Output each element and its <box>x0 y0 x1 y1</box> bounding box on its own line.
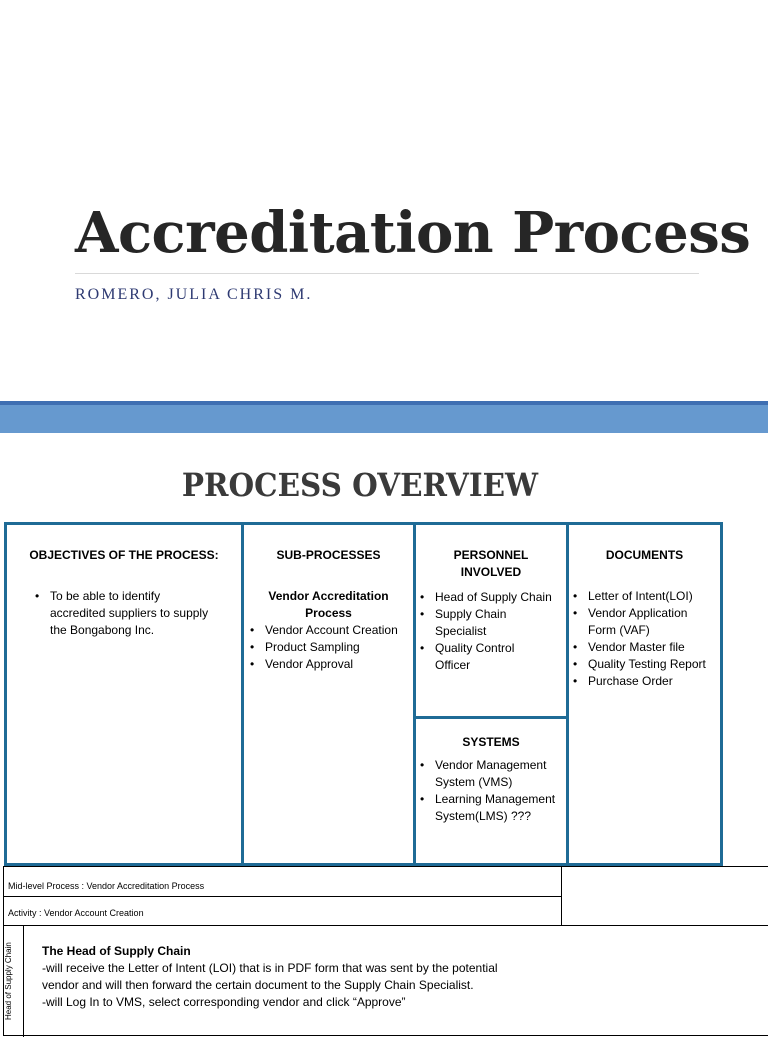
role-title: The Head of Supply Chain <box>42 944 191 958</box>
row-divider <box>4 896 561 897</box>
list-item: • To be able to identify accredited suppliers to supply the Bongabong Inc. <box>33 588 215 639</box>
swimlane <box>4 926 768 1037</box>
list-item: • Vendor Account Creation <box>248 622 405 639</box>
personnel-heading: PERSONNEL INVOLVED <box>453 548 529 579</box>
slide-title: Accreditation Process <box>75 200 751 266</box>
list-item: • Quality Control Officer <box>418 640 552 674</box>
subprocess-title: Vendor Accreditation Process <box>268 589 389 620</box>
systems-heading: SYSTEMS <box>462 735 520 749</box>
list-item: • Learning Management System(LMS) ??? <box>418 791 562 825</box>
lane-content <box>42 943 532 1011</box>
activity-step: -will receive the Letter of Intent (LOI) that is in PDF form that was sent by the potential vendor and will then forward the certain document to the Supply Chain Specialist. <box>42 961 498 992</box>
list-item: • Quality Testing Report <box>571 656 716 673</box>
title-slide <box>0 0 768 401</box>
objectives-list <box>33 588 215 639</box>
list-item: • Letter of Intent(LOI) <box>571 588 716 605</box>
list-item: • Vendor Master file <box>571 639 716 656</box>
column-divider <box>561 867 562 926</box>
subprocesses-heading: SUB-PROCESSES <box>276 548 381 562</box>
process-table <box>3 866 768 1036</box>
subprocesses-list <box>248 622 405 673</box>
mid-level-process-label: Mid-level Process : Vendor Accreditation Process <box>8 881 205 891</box>
documents-heading: DOCUMENTS <box>605 548 684 562</box>
list-item: • Vendor Application Form (VAF) <box>571 605 716 639</box>
activity-step: -will Log In to VMS, select corresponding vendor and click “Approve” <box>42 995 406 1009</box>
subprocesses-box <box>241 522 416 866</box>
author-name: ROMERO, JULIA CHRIS M. <box>75 286 313 303</box>
swimlane-label: Head of Supply Chain <box>4 942 13 1021</box>
list-item: • Product Sampling <box>248 639 405 656</box>
objectives-box <box>4 522 244 866</box>
lane-divider <box>23 926 24 1037</box>
slide-divider-band <box>0 405 768 433</box>
list-item: • Head of Supply Chain <box>418 589 552 606</box>
personnel-list <box>418 589 552 674</box>
documents-list <box>571 588 716 690</box>
list-item: • Purchase Order <box>571 673 716 690</box>
systems-box <box>413 716 569 866</box>
objectives-heading: OBJECTIVES OF THE PROCESS: <box>29 548 219 562</box>
documents-box <box>566 522 723 866</box>
title-divider <box>75 273 699 274</box>
list-item: • Vendor Approval <box>248 656 405 673</box>
process-overview-heading: PROCESS OVERVIEW <box>181 466 539 504</box>
activity-label: Activity : Vendor Account Creation <box>8 908 144 918</box>
personnel-box <box>413 522 569 719</box>
list-item: • Vendor Management System (VMS) <box>418 757 562 791</box>
systems-list <box>418 757 562 825</box>
list-item: • Supply Chain Specialist <box>418 606 552 640</box>
